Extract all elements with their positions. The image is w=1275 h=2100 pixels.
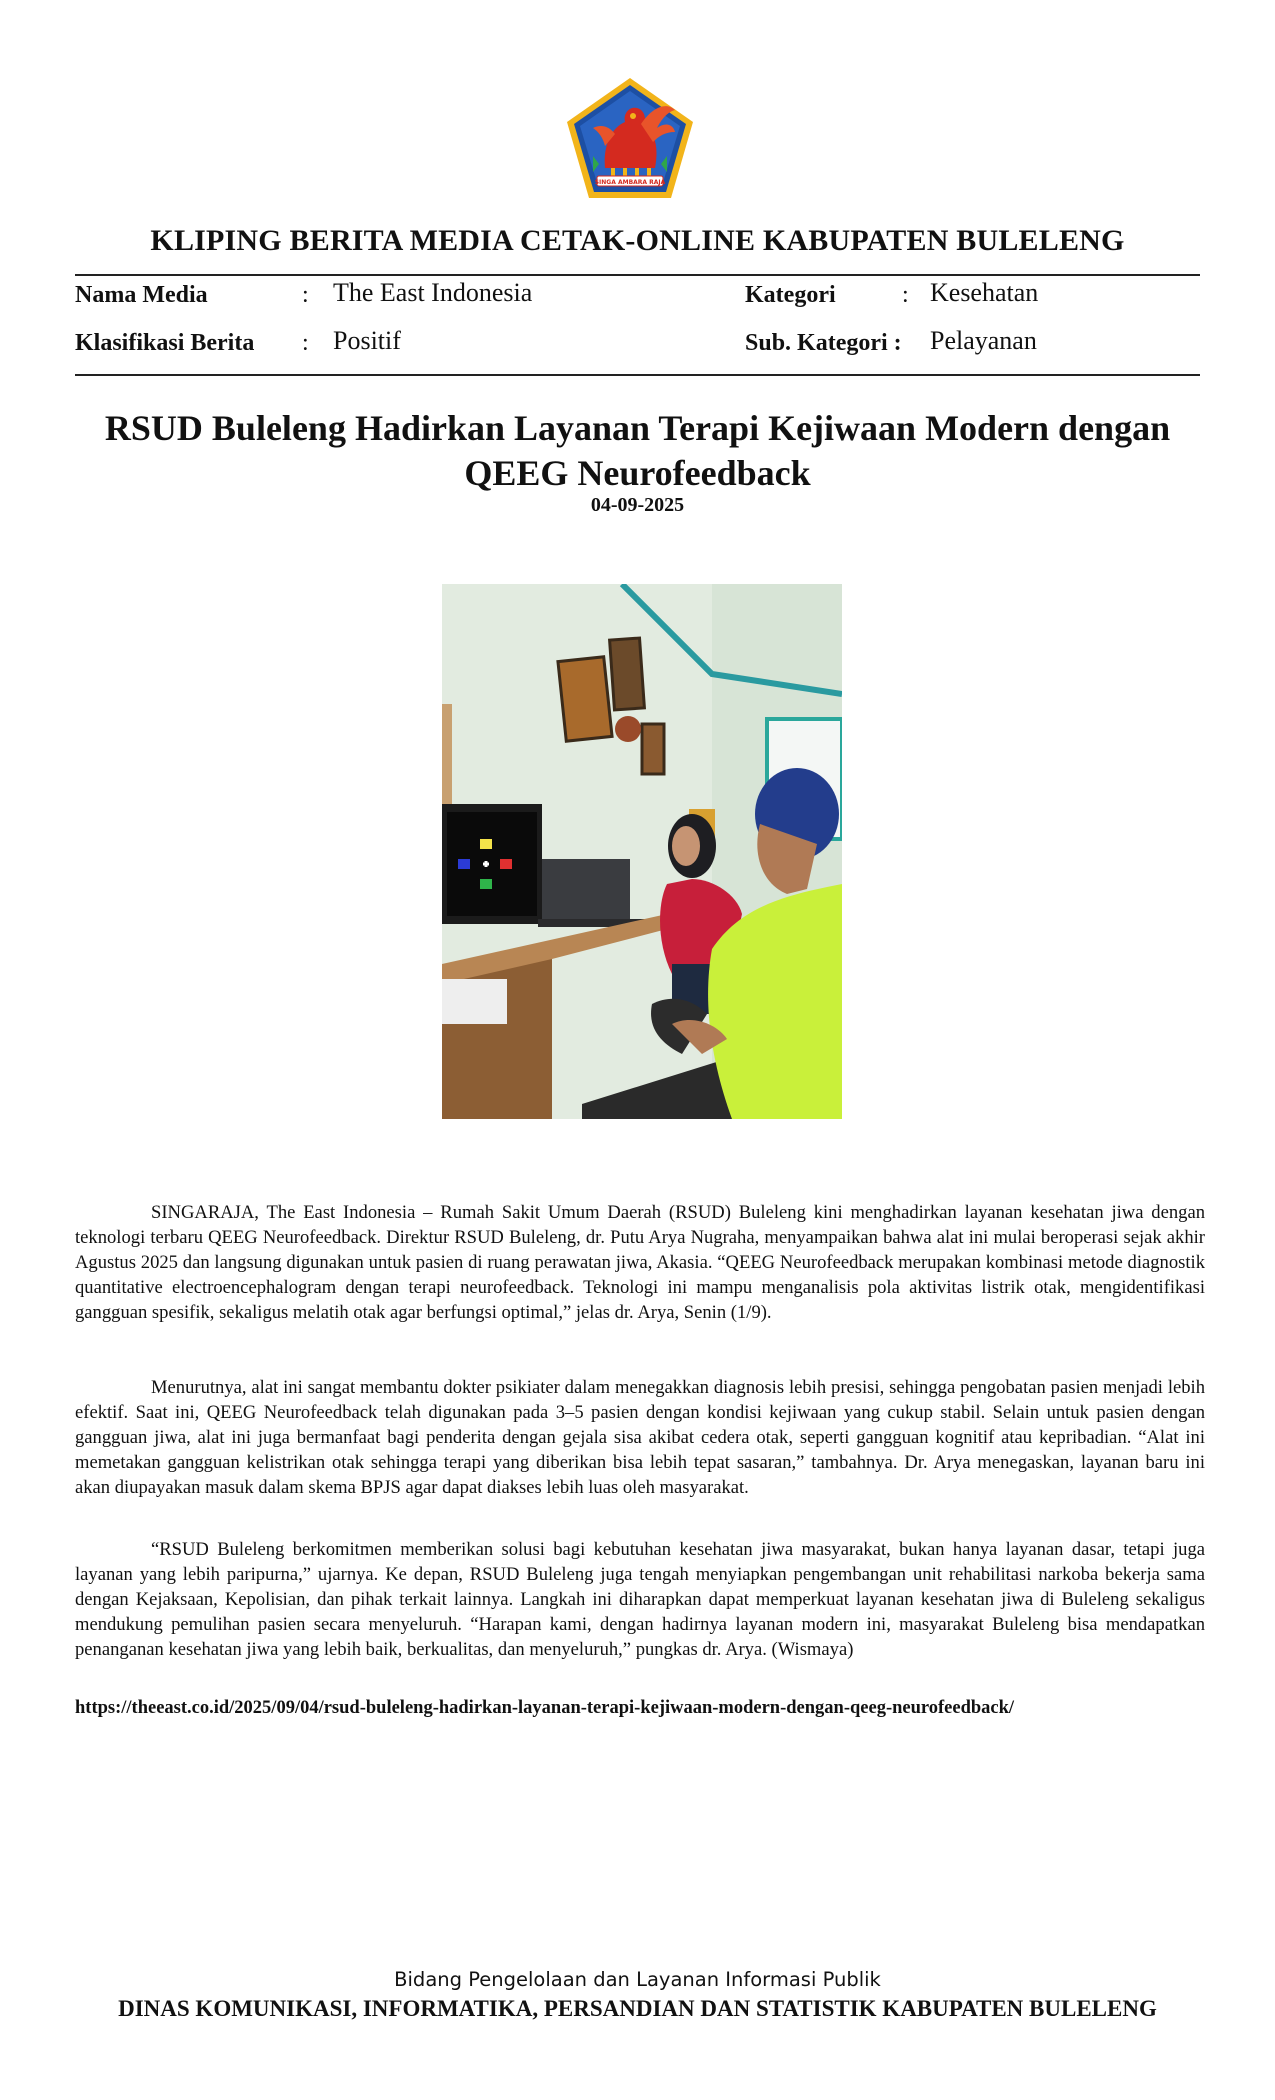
- regency-logo: [563, 76, 697, 201]
- svg-text:SINGA AMBARA RAJA: SINGA AMBARA RAJA: [594, 179, 666, 186]
- article-paragraph-2: Menurutnya, alat ini sangat membantu dokter psikiater dalam menegakkan diagnosis lebih presisi, sehingga pengobatan pasien menjadi lebih efektif. Saat ini, QEEG Neurofeedback telah digunakan pada 3–5 pasien dengan kondisi kejiwaan yang cukup stabil. Selain untuk pasien dengan gangguan jiwa, alat ini juga bermanfaat bagi penderita dengan gejala sisa akibat cedera otak, seperti gangguan kognitif atau kepribadian. “Alat ini memetakan gangguan kelistrikan otak sehingga terapi yang diberikan bisa lebih tepat sasaran,” tambahnya. Dr. Arya menegaskan, layanan baru ini akan diupayakan masuk dalam skema BPJS agar dapat diakses lebih luas oleh masyarakat.: [75, 1377, 1205, 1498]
- nama-media-value: The East Indonesia: [333, 278, 533, 307]
- qeeg-therapy-photo: [442, 584, 842, 1119]
- footer-department: Bidang Pengelolaan dan Layanan Informasi Publik: [394, 1968, 881, 1991]
- nama-media-label: Nama Media: [75, 282, 208, 308]
- article-photo: [442, 584, 842, 1119]
- klasifikasi-colon: :: [302, 330, 309, 356]
- sub-kategori-label: Sub. Kategori :: [745, 330, 902, 356]
- sub-kategori-value: Pelayanan: [930, 326, 1037, 355]
- header-top-divider: [75, 274, 1200, 276]
- footer-agency: DINAS KOMUNIKASI, INFORMATIKA, PERSANDIAN DAN STATISTIK KABUPATEN BULELENG: [118, 1996, 1157, 2021]
- nama-media-colon: :: [302, 282, 309, 308]
- article-paragraph-1: SINGARAJA, The East Indonesia – Rumah Sakit Umum Daerah (RSUD) Buleleng kini menghadirkan layanan kesehatan jiwa dengan teknologi terbaru QEEG Neurofeedback. Direktur RSUD Buleleng, dr. Putu Arya Nugraha, menyampaikan bahwa alat ini mulai beroperasi sejak akhir Agustus 2025 dan langsung digunakan untuk pasien di ruang perawatan jiwa, Akasia. “QEEG Neurofeedback merupakan kombinasi metode diagnostik quantitative electroencephalogram dengan terapi neurofeedback. Teknologi ini mampu menganalisis pola aktivitas listrik otak, mengidentifikasi gangguan spesifik, sekaligus melatih otak agar berfungsi optimal,” jelas dr. Arya, Senin (1/9).: [75, 1202, 1205, 1323]
- clipping-header-title: KLIPING BERITA MEDIA CETAK-ONLINE KABUPATEN BULELENG: [150, 224, 1125, 257]
- article-title: RSUD Buleleng Hadirkan Layanan Terapi Kejiwaan Modern dengan QEEG Neurofeedback: [104, 408, 1171, 493]
- singa-ambara-raja-emblem-icon: [563, 76, 697, 201]
- header-bottom-divider: [75, 374, 1200, 376]
- kategori-label: Kategori: [745, 282, 836, 308]
- article-date: 04-09-2025: [590, 494, 685, 516]
- klasifikasi-label: Klasifikasi Berita: [75, 330, 255, 356]
- kategori-colon: :: [902, 282, 909, 308]
- klasifikasi-value: Positif: [333, 326, 401, 355]
- article-paragraph-3: “RSUD Buleleng berkomitmen memberikan solusi bagi kebutuhan kesehatan jiwa masyarakat, bukan hanya layanan dasar, tetapi juga layanan yang lebih paripurna,” ujarnya. Ke depan, RSUD Buleleng juga tengah menyiapkan pengembangan unit rehabilitasi narkoba bekerja sama dengan Kejaksaan, Kepolisian, dan pihak terkait lainnya. Langkah ini diharapkan dapat memperkuat layanan kesehatan jiwa di Buleleng sekaligus mendukung pemulihan pasien secara menyeluruh. “Harapan kami, dengan hadirnya layanan modern ini, masyarakat Buleleng bisa mendapatkan penanganan kesehatan jiwa yang lebih baik, berkualitas, dan menyeluruh,” pungkas dr. Arya. (Wismaya): [75, 1539, 1205, 1660]
- kategori-value: Kesehatan: [930, 278, 1039, 307]
- source-url-link[interactable]: https://theeast.co.id/2025/09/04/rsud-buleleng-hadirkan-layanan-terapi-kejiwaan-modern-dengan-qeeg-neurofeedback/: [75, 1698, 1015, 1718]
